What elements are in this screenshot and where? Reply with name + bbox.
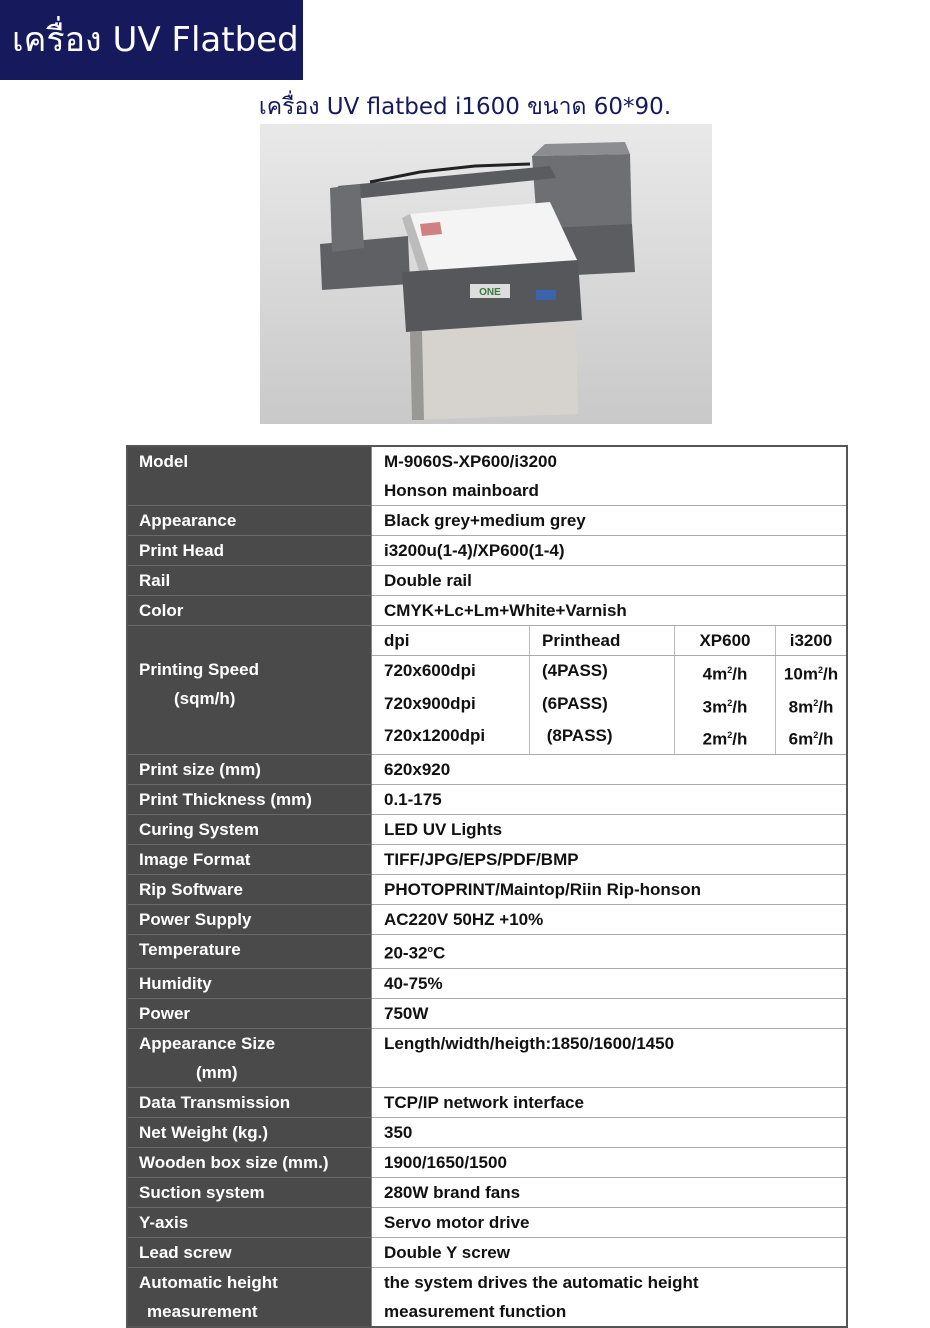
value-appearance: Black grey+medium grey xyxy=(372,506,848,536)
value-color: CMYK+Lc+Lm+White+Varnish xyxy=(372,596,848,626)
svg-text:ONE: ONE xyxy=(479,287,501,298)
speed-row: 720x600dpi (4PASS) $4m^2/h$ $10m^2/h$ xyxy=(372,656,846,689)
label-curing-system: Curing System xyxy=(127,814,372,844)
uv-printer-photo xyxy=(260,124,712,424)
row-color xyxy=(127,596,847,626)
speed-header-printhead: Printhead xyxy=(530,626,675,656)
speed-row: 720x900dpi (6PASS) $3m^2/h$ $8m^2/h$ xyxy=(372,689,846,722)
label-power-supply: Power Supply xyxy=(127,904,372,934)
label-automatic-height: Automatic height measurement xyxy=(127,1267,372,1327)
row-print-head xyxy=(127,536,847,566)
label-data-transmission: Data Transmission xyxy=(127,1087,372,1117)
page-title: เครื่อง UV Flatbed xyxy=(0,0,303,80)
value-y-axis: Servo motor drive xyxy=(372,1207,848,1237)
row-print-thickness xyxy=(127,784,847,814)
product-subtitle: เครื่อง UV flatbed i1600 ขนาด 60*90. xyxy=(258,94,672,120)
value-rail: Double rail xyxy=(372,566,848,596)
value-appearance-size: Length/width/heigth:1850/1600/1450 xyxy=(372,1028,848,1087)
row-net-weight xyxy=(127,1117,847,1147)
label-print-head: Print Head xyxy=(127,536,372,566)
row-wooden-box-size xyxy=(127,1147,847,1177)
label-net-weight: Net Weight (kg.) xyxy=(127,1117,372,1147)
label-lead-screw: Lead screw xyxy=(127,1237,372,1267)
row-appearance xyxy=(127,506,847,536)
value-rip-software: PHOTOPRINT/Maintop/Riin Rip-honson xyxy=(372,874,848,904)
row-curing-system xyxy=(127,814,847,844)
speed-header-row xyxy=(372,626,846,656)
label-print-size: Print size (mm) xyxy=(127,754,372,784)
row-data-transmission xyxy=(127,1087,847,1117)
row-print-size xyxy=(127,754,847,784)
value-lead-screw: Double Y screw xyxy=(372,1237,848,1267)
speed-header-dpi: dpi xyxy=(372,626,530,656)
printing-speed-grid xyxy=(372,626,848,755)
row-humidity xyxy=(127,968,847,998)
row-image-format xyxy=(127,844,847,874)
label-appearance: Appearance xyxy=(127,506,372,536)
label-y-axis: Y-axis xyxy=(127,1207,372,1237)
label-print-thickness: Print Thickness (mm) xyxy=(127,784,372,814)
row-suction-system xyxy=(127,1177,847,1207)
label-humidity: Humidity xyxy=(127,968,372,998)
value-curing-system: LED UV Lights xyxy=(372,814,848,844)
value-automatic-height: the system drives the automatic height measurement function xyxy=(372,1267,848,1327)
value-suction-system: 280W brand fans xyxy=(372,1177,848,1207)
value-print-thickness: 0.1-175 xyxy=(372,784,848,814)
value-print-size: 620x920 xyxy=(372,754,848,784)
row-automatic-height xyxy=(127,1267,847,1327)
row-power-supply xyxy=(127,904,847,934)
label-printing-speed: Printing Speed (sqm/h) xyxy=(127,626,372,755)
label-appearance-size: Appearance Size (mm) xyxy=(127,1028,372,1087)
value-humidity: 40-75% xyxy=(372,968,848,998)
label-wooden-box-size: Wooden box size (mm.) xyxy=(127,1147,372,1177)
value-image-format: TIFF/JPG/EPS/PDF/BMP xyxy=(372,844,848,874)
value-wooden-box-size: 1900/1650/1500 xyxy=(372,1147,848,1177)
value-power-supply: AC220V 50HZ +10% xyxy=(372,904,848,934)
value-print-head: i3200u(1-4)/XP600(1-4) xyxy=(372,536,848,566)
label-temperature: Temperature xyxy=(127,934,372,968)
label-power: Power xyxy=(127,998,372,1028)
value-power: 750W xyxy=(372,998,848,1028)
row-lead-screw xyxy=(127,1237,847,1267)
row-temperature xyxy=(127,934,847,968)
row-y-axis xyxy=(127,1207,847,1237)
value-model: M-9060S-XP600/i3200 Honson mainboard xyxy=(372,446,848,506)
row-appearance-size xyxy=(127,1028,847,1087)
label-model: Model xyxy=(127,446,372,506)
label-image-format: Image Format xyxy=(127,844,372,874)
label-rip-software: Rip Software xyxy=(127,874,372,904)
value-net-weight: 350 xyxy=(372,1117,848,1147)
speed-row: 720x1200dpi (8PASS) $2m^2/h$ $6m^2/h$ xyxy=(372,721,846,754)
label-color: Color xyxy=(127,596,372,626)
value-temperature: 20-32$^o$C xyxy=(372,934,848,968)
value-data-transmission: TCP/IP network interface xyxy=(372,1087,848,1117)
row-power xyxy=(127,998,847,1028)
spec-table xyxy=(126,445,848,1328)
speed-header-i3200: i3200 xyxy=(776,626,847,656)
row-rail xyxy=(127,566,847,596)
row-rip-software xyxy=(127,874,847,904)
label-suction-system: Suction system xyxy=(127,1177,372,1207)
row-printing-speed xyxy=(127,626,847,755)
speed-header-xp600: XP600 xyxy=(675,626,776,656)
row-model xyxy=(127,446,847,506)
label-rail: Rail xyxy=(127,566,372,596)
